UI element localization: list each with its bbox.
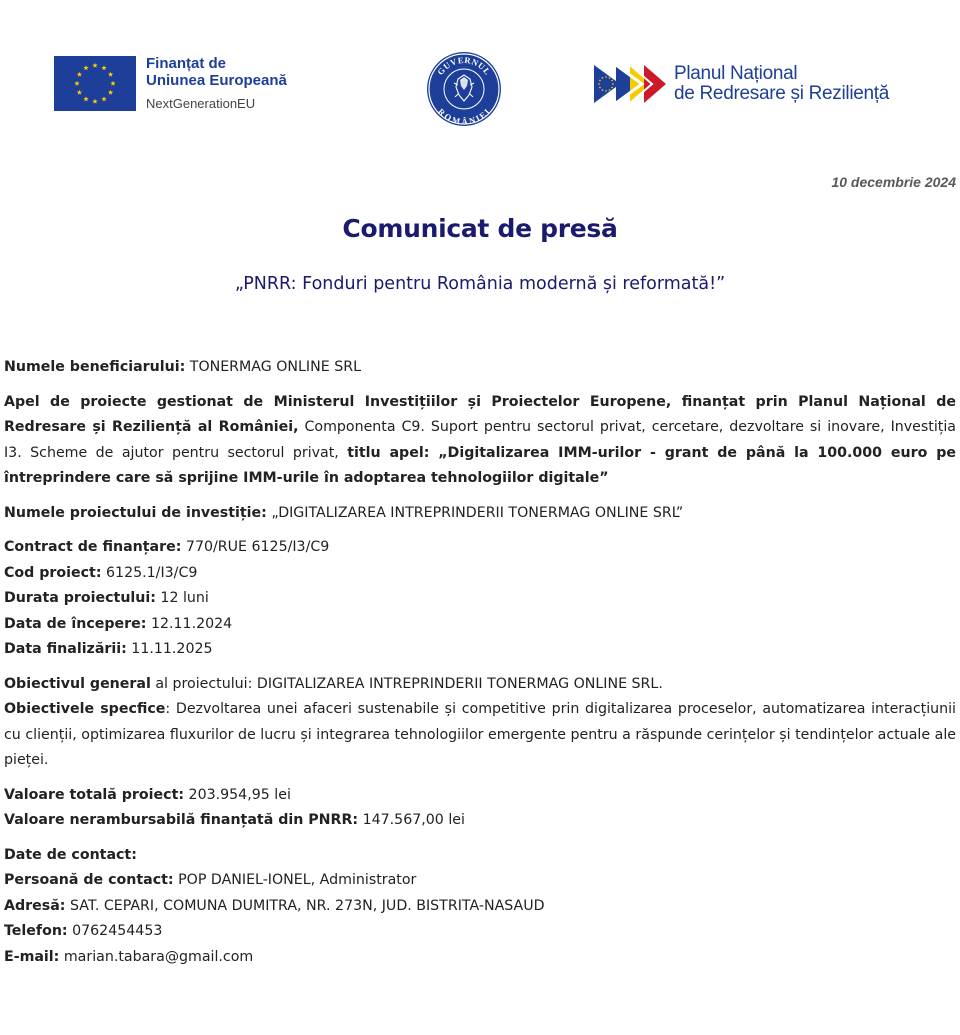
pnrr-logo-line1: Planul Național (674, 63, 798, 85)
page-title: Comunicat de presă (342, 214, 618, 243)
eu-star-icon (74, 81, 79, 86)
seal-top-text: GUVERNUL (435, 54, 493, 77)
eu-star-icon (101, 96, 106, 101)
project-name-label: Numele proiectului de investiție: (4, 504, 267, 521)
beneficiary-line (4, 355, 956, 381)
objective-general: Obiectivul general al proiectului: DIGITALIZAREA INTREPRINDERII TONERMAG ONLINE SRL. (4, 675, 663, 692)
objective-specific: Obiectivele specfice: Dezvoltarea unei afaceri sustenabile și competitive prin digitalizarea proceselor, automatizarea interacțiunii cu clienții, optimizarea fluxurilor de lucru și integrarea tehnologiilor emergente pentru a răspunde cerințelor și tendințelor actuale ale pieței. (4, 701, 957, 768)
detail-end: Data finalizării: 11.11.2025 (4, 641, 213, 657)
pnrr-logo (594, 62, 889, 106)
eu-funding-logo (54, 56, 287, 111)
contact-address: Adresă: SAT. CEPARI, COMUNA DUMITRA, NR. 273N, JUD. BISTRITA-NASAUD (4, 897, 545, 914)
contact-email: E-mail: marian.tabara@gmail.com (4, 948, 254, 965)
detail-contract: Contract de finanțare: 770/RUE 6125/I3/C9 (4, 539, 330, 555)
contact-phone: Telefon: 0762454453 (4, 923, 163, 939)
detail-start: Data de începere: 12.11.2024 (4, 615, 233, 632)
seal-bottom-text: ROMÂNIEI (436, 106, 493, 127)
eu-star-icon (108, 90, 113, 95)
release-date: 10 decembrie 2024 (831, 174, 956, 190)
eu-star-icon (92, 99, 97, 104)
eu-star-icon (83, 65, 88, 70)
press-release-body (4, 355, 956, 970)
eu-star-icon (83, 96, 88, 101)
eu-logo-line2: Uniunea Europeană (146, 72, 287, 89)
call-bold-1: Apel de proiecte gestionat de Ministerul Investițiilor și Proiectelor Europene, finanțat prin Planul Național de Redresare și Reziliență al României, (4, 393, 956, 435)
eu-logo-line3: NextGenerationEU (146, 96, 256, 111)
contact-heading: Date de contact: (4, 846, 137, 863)
eu-star-icon (92, 63, 97, 68)
call-bold-2: titlu apel: „Digitalizarea IMM-urilor - grant de până la 100.000 euro pe întreprindere care să sprijine IMM-urile în adoptarea tehnologiilor digitale” (4, 444, 956, 486)
eu-logo-line1: Finanțat de (146, 55, 227, 72)
eu-star-icon (110, 81, 115, 86)
contact-email-link[interactable]: marian.tabara@gmail.com (59, 948, 254, 965)
logo-header (0, 46, 960, 126)
detail-duration: Durata proiectului: 12 luni (4, 590, 209, 606)
detail-code: Cod proiect: 6125.1/I3/C9 (4, 564, 198, 581)
eu-star-icon (108, 72, 113, 77)
eu-flag-icon (54, 56, 136, 111)
contact-person: Persoană de contact: POP DANIEL-IONEL, Administrator (4, 872, 417, 888)
eu-star-icon (101, 65, 106, 70)
beneficiary-value: TONERMAG ONLINE SRL (185, 359, 361, 375)
pnrr-flag-arrows-icon (594, 62, 666, 106)
call-text-1: Componenta C9. Suport pentru sectorul privat, cercetare, dezvoltare si inovare, Investiția I3. Scheme de ajutor pentru sectorul privat, (4, 419, 956, 461)
project-name-line (4, 501, 956, 527)
page-subtitle: „PNRR: Fonduri pentru România modernă și reformată!” (234, 274, 726, 294)
call-paragraph (4, 390, 956, 492)
eu-star-icon (77, 90, 82, 95)
value-total: Valoare totală proiect: 203.954,95 lei (4, 786, 291, 803)
beneficiary-label: Numele beneficiarului: (4, 359, 186, 375)
romanian-government-seal-icon (425, 50, 503, 128)
value-nonrefundable: Valoare nerambursabilă finanțată din PNRR: 147.567,00 lei (4, 812, 465, 828)
project-name-value: „DIGITALIZAREA INTREPRINDERII TONERMAG ONLINE SRL” (266, 504, 684, 521)
pnrr-logo-line2: de Redresare și Reziliență (674, 83, 890, 104)
eu-star-icon (77, 72, 82, 77)
